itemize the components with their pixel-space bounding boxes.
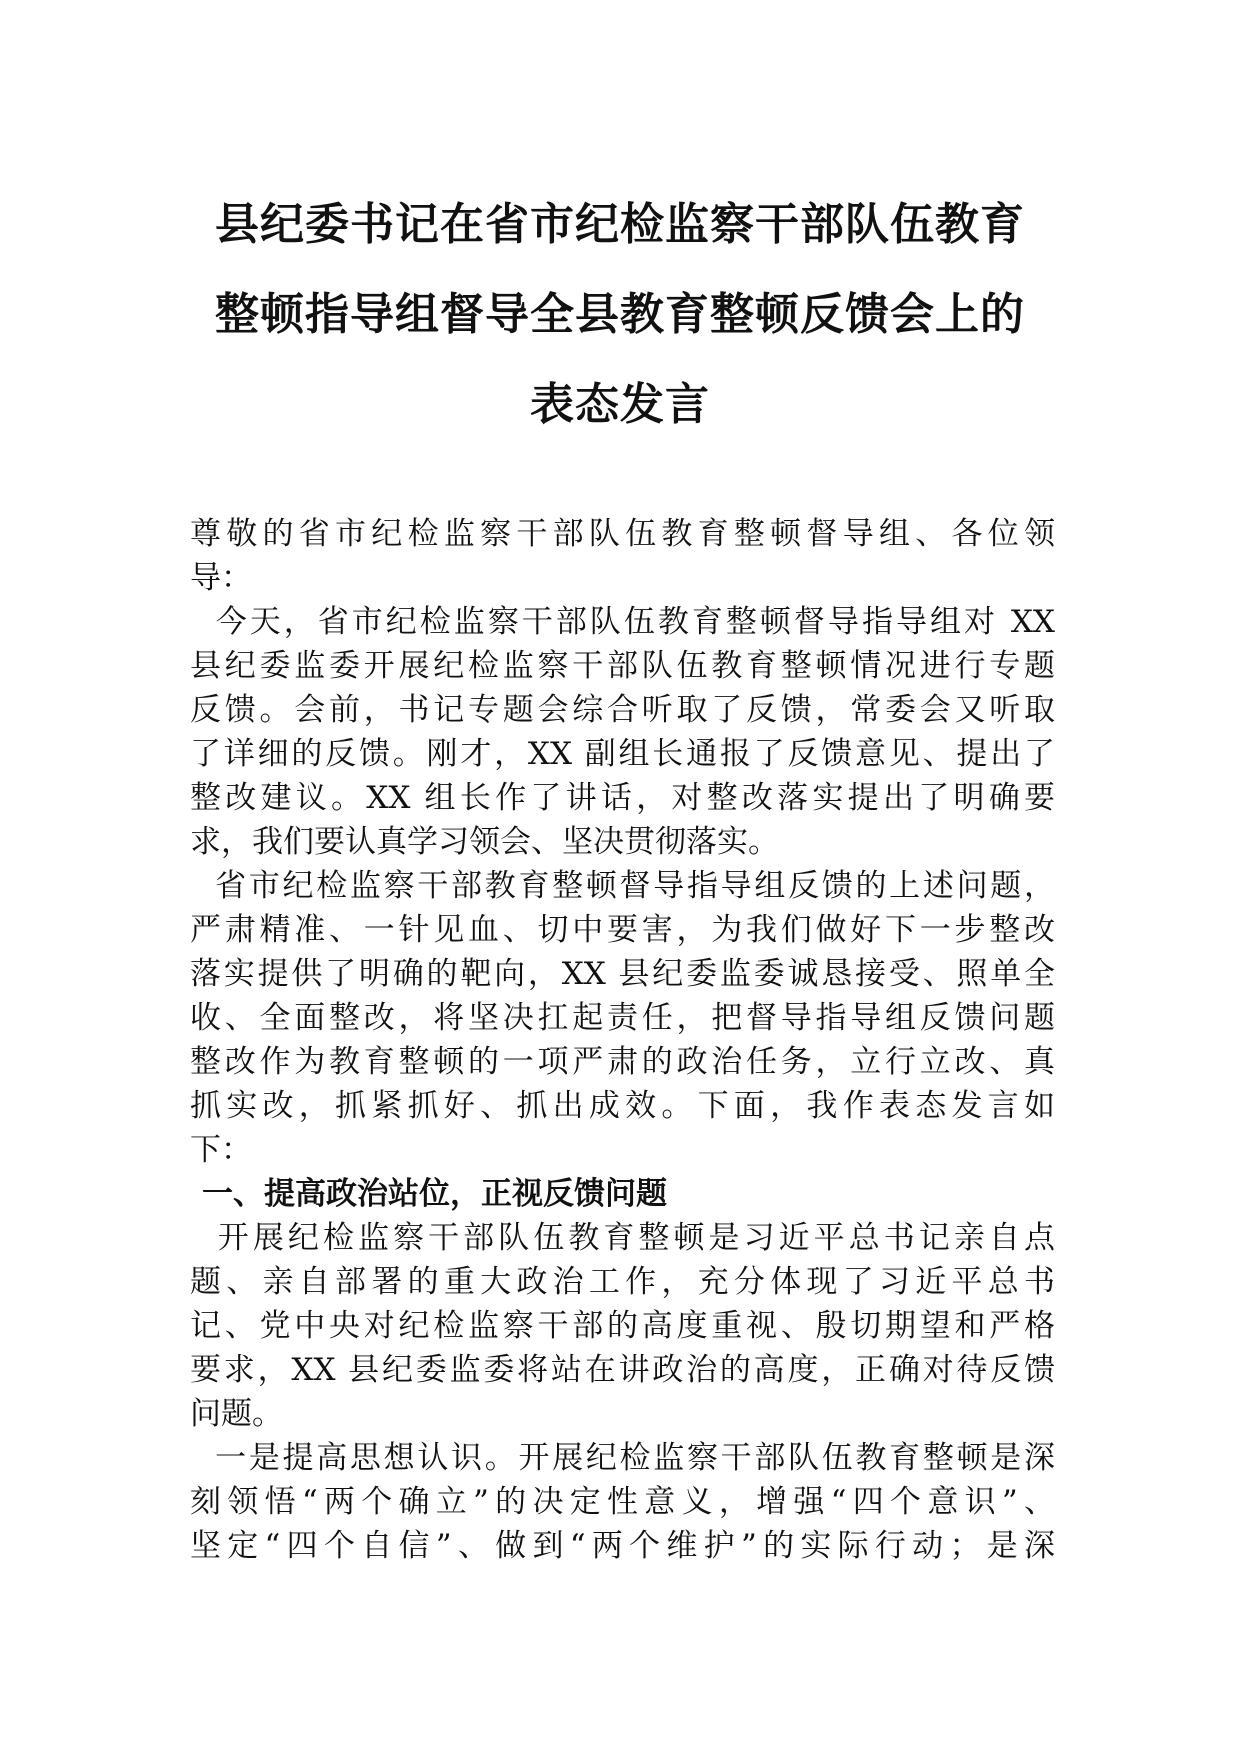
text-line: 开展纪检监察干部队伍教育整顿是习近平总书记亲自点 <box>190 1220 1055 1256</box>
text-line: 要求，XX 县纪委监委将站在讲政治的高度，正确对待反馈 <box>190 1352 1055 1388</box>
text-line: 导： <box>190 560 252 596</box>
text-line: 收、全面整改，将坚决扛起责任，把督导指导组反馈问题 <box>190 1000 1055 1036</box>
text-line: 坚定“四个自信”、做到“两个维护”的实际行动；是深 <box>190 1528 1055 1564</box>
salutation <box>190 512 1055 600</box>
text-line: 记、党中央对纪检监察干部的高度重视、殷切期望和严格 <box>190 1308 1055 1344</box>
paragraph <box>190 600 1055 864</box>
text-line: 问题。 <box>190 1396 283 1432</box>
text-line: 刻领悟“两个确立”的决定性意义，增强“四个意识”、 <box>190 1484 1055 1520</box>
text-line: 下： <box>190 1132 252 1168</box>
text-line: 省市纪检监察干部教育整顿督导指导组反馈的上述问题， <box>190 868 1055 904</box>
text-line: 反馈。会前，书记专题会综合听取了反馈，常委会又听取 <box>190 692 1055 728</box>
text-line: 严肃精准、一针见血、切中要害，为我们做好下一步整改 <box>190 912 1055 948</box>
document-body <box>190 512 1055 1568</box>
text-line: 今天，省市纪检监察干部队伍教育整顿督导指导组对 XX <box>190 604 1055 640</box>
title-line: 县纪委书记在省市纪检监察干部队伍教育 <box>215 199 1025 250</box>
text-line: 县纪委监委开展纪检监察干部队伍教育整顿情况进行专题 <box>190 648 1055 684</box>
text-line: 尊敬的省市纪检监察干部队伍教育整顿督导组、各位领 <box>190 516 1055 552</box>
title-line: 整顿指导组督导全县教育整顿反馈会上的 <box>215 289 1025 340</box>
document-title <box>150 180 1090 450</box>
text-line: 题、亲自部署的重大政治工作，充分体现了习近平总书 <box>190 1264 1055 1300</box>
paragraph <box>190 1216 1055 1436</box>
text-line: 整改作为教育整顿的一项严肃的政治任务，立行立改、真 <box>190 1044 1055 1080</box>
paragraph <box>190 1436 1055 1568</box>
text-line: 了详细的反馈。刚才，XX 副组长通报了反馈意见、提出了 <box>190 736 1055 772</box>
text-line: 整改建议。XX 组长作了讲话，对整改落实提出了明确要 <box>190 780 1055 816</box>
text-line: 落实提供了明确的靶向，XX 县纪委监委诚恳接受、照单全 <box>190 956 1055 992</box>
text-line: 抓实改，抓紧抓好、抓出成效。下面，我作表态发言如 <box>190 1088 1055 1124</box>
title-line: 表态发言 <box>530 379 710 430</box>
text-line: 一是提高思想认识。开展纪检监察干部队伍教育整顿是深 <box>190 1440 1055 1476</box>
text-line: 求，我们要认真学习领会、坚决贯彻落实。 <box>190 824 779 860</box>
paragraph <box>190 864 1055 1172</box>
section-heading: 一、提高政治站位，正视反馈问题 <box>202 1176 667 1212</box>
